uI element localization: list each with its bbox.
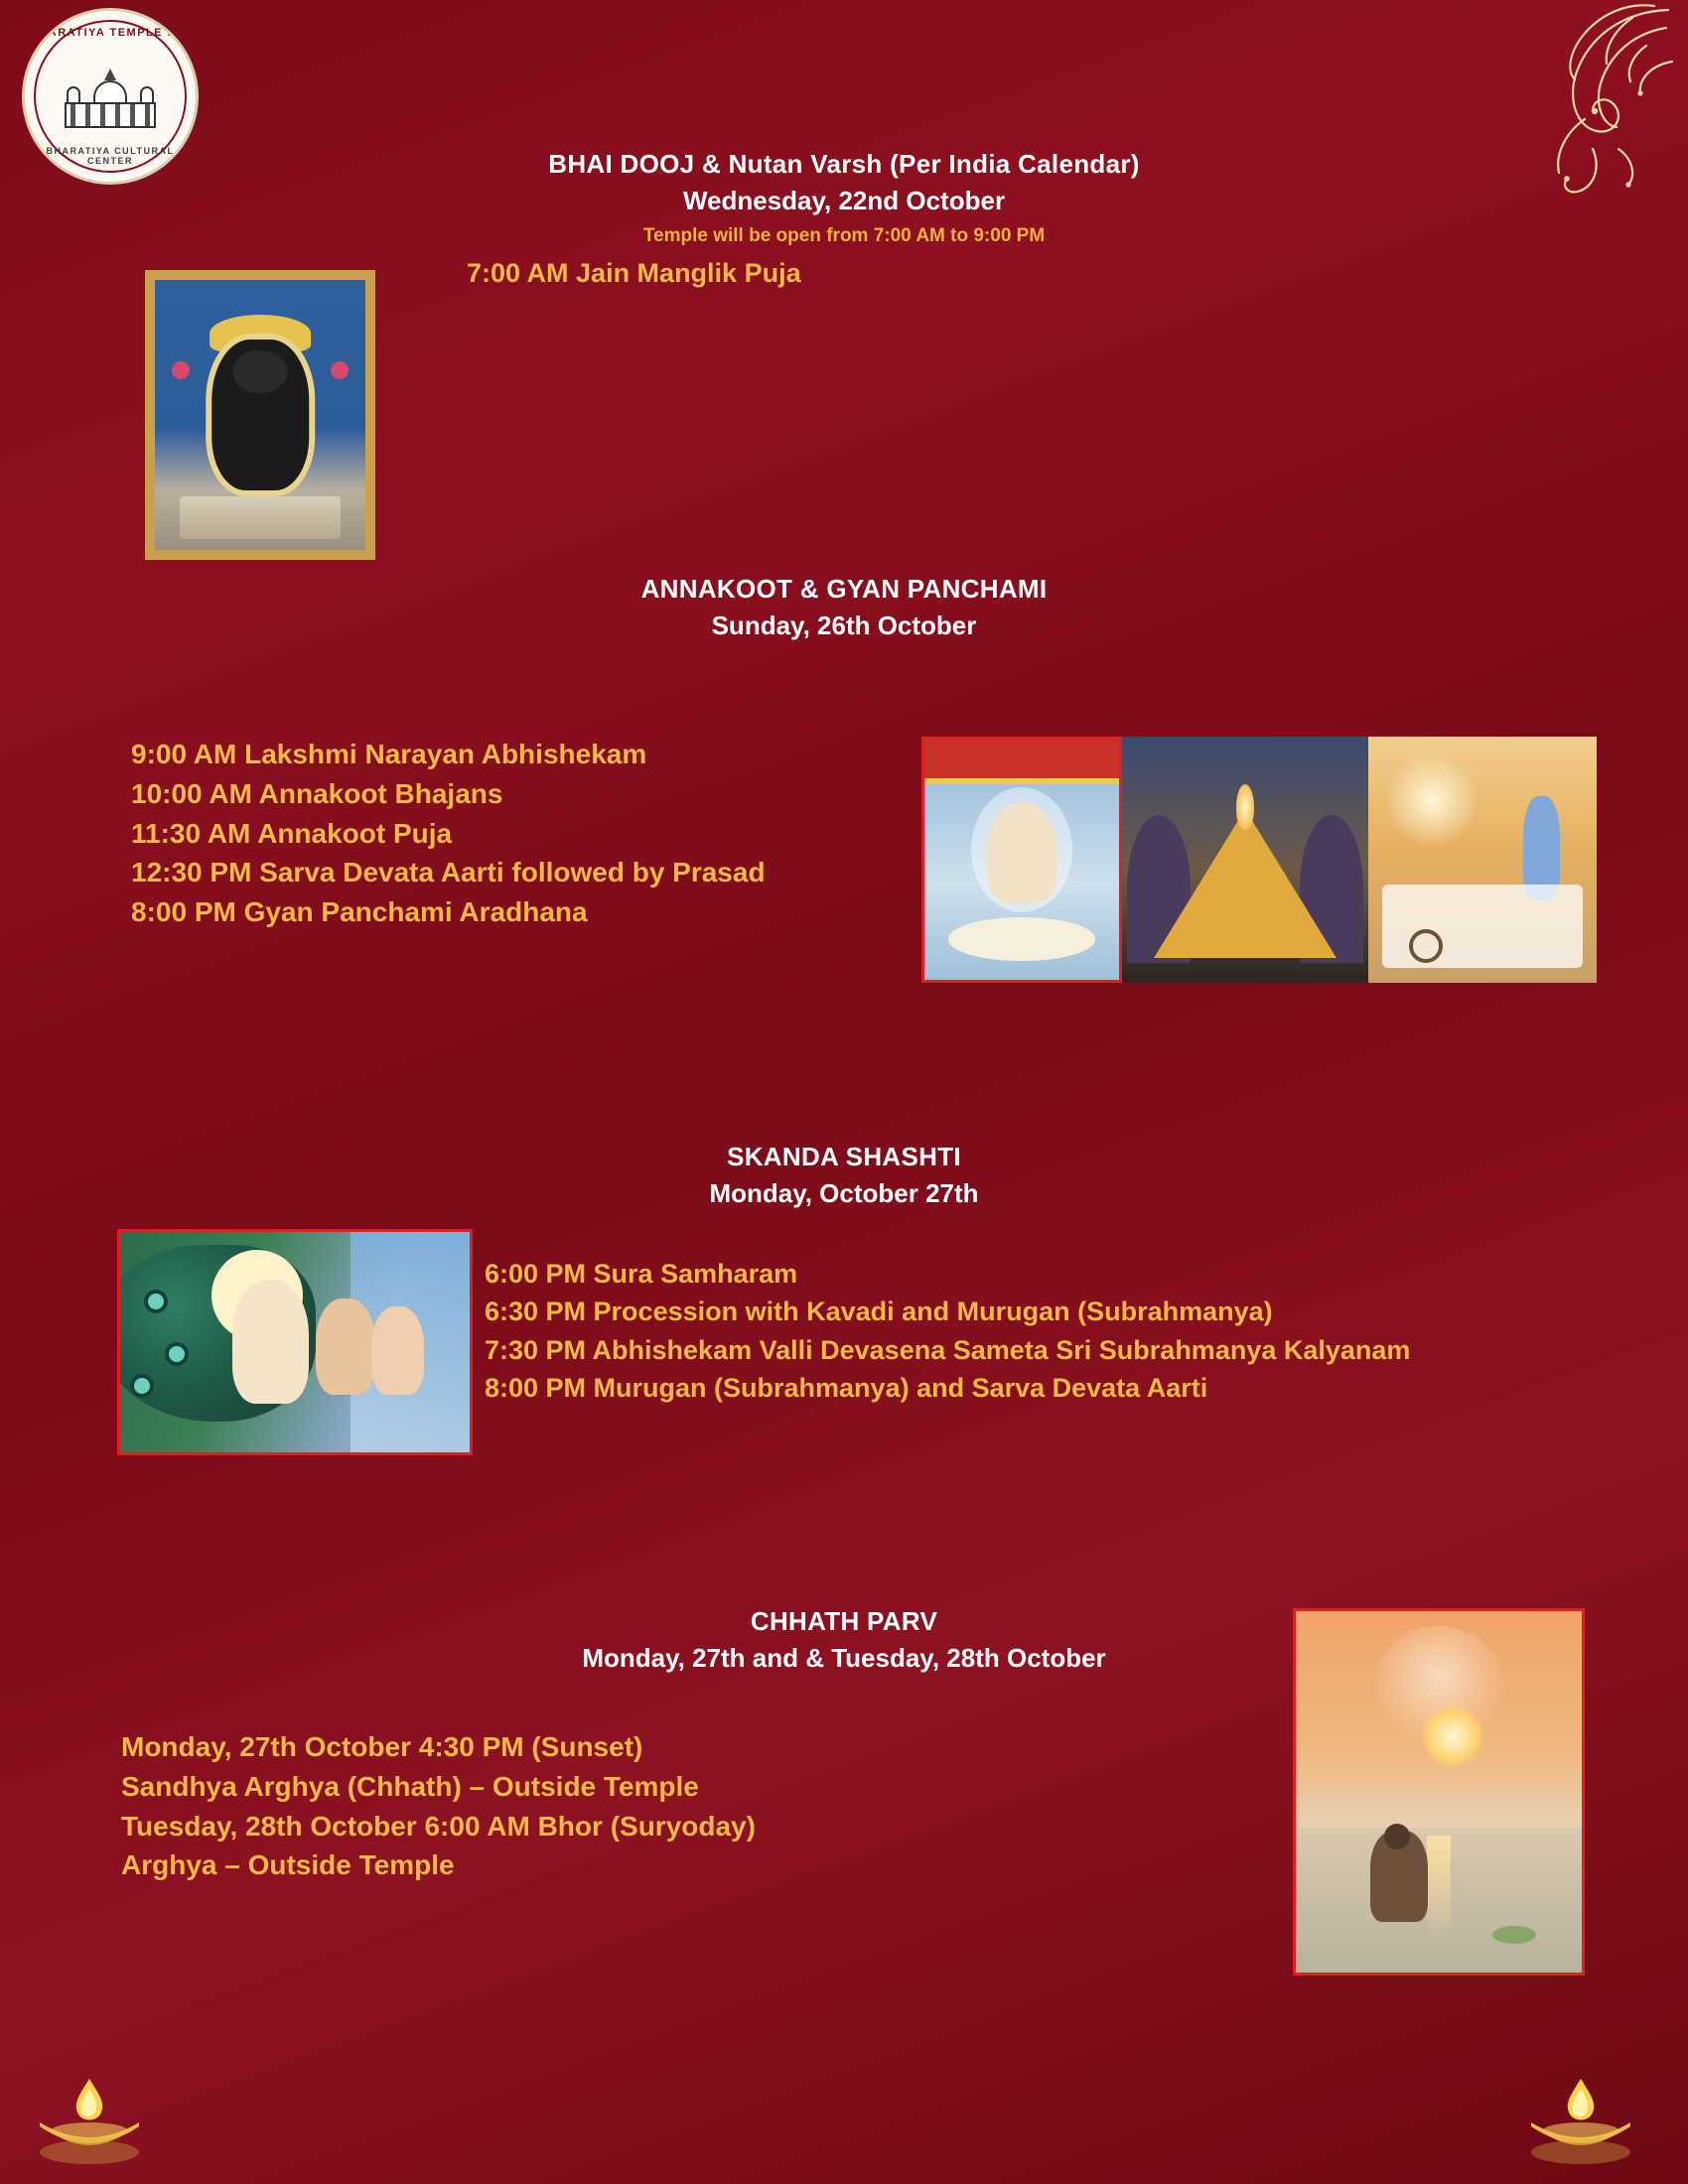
logo-bottom-text: BHARATIYA CULTURAL CENTER [46, 146, 175, 166]
annakoot-image-strip [921, 737, 1597, 983]
skanda-title: SKANDA SHASHTI [727, 1142, 961, 1171]
list-item: 8:00 PM Murugan (Subrahmanya) and Sarva Devata Aarti [485, 1372, 1208, 1403]
bhai-dooj-date: Wednesday, 22nd October [682, 186, 1006, 215]
list-item: 11:30 AM Annakoot Puja [131, 817, 453, 849]
logo-top-text: BHARATIYA TEMPLE INC [29, 27, 192, 39]
annakoot-items [131, 735, 766, 932]
list-item: Sandhya Arghya (Chhath) – Outside Temple [121, 1770, 699, 1802]
bhai-dooj-title: BHAI DOOJ & Nutan Varsh (Per India Calendar) [548, 149, 1140, 179]
list-item: 6:30 PM Procession with Kavadi and Murugan (Subrahmanya) [485, 1297, 1273, 1327]
skanda-items [485, 1255, 1410, 1407]
diya-lamp-icon [1521, 2061, 1640, 2170]
bhai-dooj-note: Temple will be open from 7:00 AM to 9:00 PM [642, 225, 1046, 246]
annakoot-title: ANNAKOOT & GYAN PANCHAMI [640, 574, 1048, 604]
skanda-header [0, 1142, 1688, 1209]
chhath-date: Monday, 27th and & Tuesday, 28th October [582, 1643, 1106, 1673]
list-item: 7:00 AM Jain Manglik Puja [467, 258, 801, 288]
list-item: 12:30 PM Sarva Devata Aarti followed by Prasad [131, 857, 766, 888]
skanda-date: Monday, October 27th [709, 1178, 979, 1208]
list-item: Tuesday, 28th October 6:00 AM Bhor (Suryoday) [121, 1810, 756, 1842]
chhath-sunset-image [1293, 1608, 1585, 1976]
list-item: Monday, 27th October 4:30 PM (Sunset) [121, 1731, 643, 1762]
list-item: 9:00 AM Lakshmi Narayan Abhishekam [131, 739, 647, 769]
annakoot-date: Sunday, 26th October [711, 611, 977, 640]
diya-lamp-icon [30, 2061, 149, 2170]
chhath-items [121, 1727, 756, 1885]
chhath-title: CHHATH PARV [750, 1606, 938, 1636]
section-bhai-dooj [0, 149, 1688, 288]
saraswati-image [921, 737, 1122, 983]
annakoot-header [0, 574, 1688, 641]
temple-building-icon [65, 68, 156, 128]
list-item: 7:30 PM Abhishekam Valli Devasena Sameta Sri Subrahmanya Kalyanam [485, 1334, 1411, 1365]
annakoot-mountain-image [1122, 737, 1368, 983]
list-item: Arghya – Outside Temple [121, 1849, 455, 1881]
bhai-dooj-header [0, 149, 1688, 247]
list-item: 6:00 PM Sura Samharam [485, 1259, 798, 1289]
list-item: 10:00 AM Annakoot Bhajans [131, 777, 503, 809]
bhai-dooj-items [467, 254, 801, 292]
shrinathji-image [145, 270, 375, 560]
section-annakoot-gyan-panchami [0, 574, 1688, 927]
list-item: 8:00 PM Gyan Panchami Aradhana [131, 896, 588, 927]
murugan-image [117, 1229, 473, 1455]
section-skanda-shashti [0, 1142, 1688, 1403]
krishna-arjuna-image [1368, 737, 1597, 983]
